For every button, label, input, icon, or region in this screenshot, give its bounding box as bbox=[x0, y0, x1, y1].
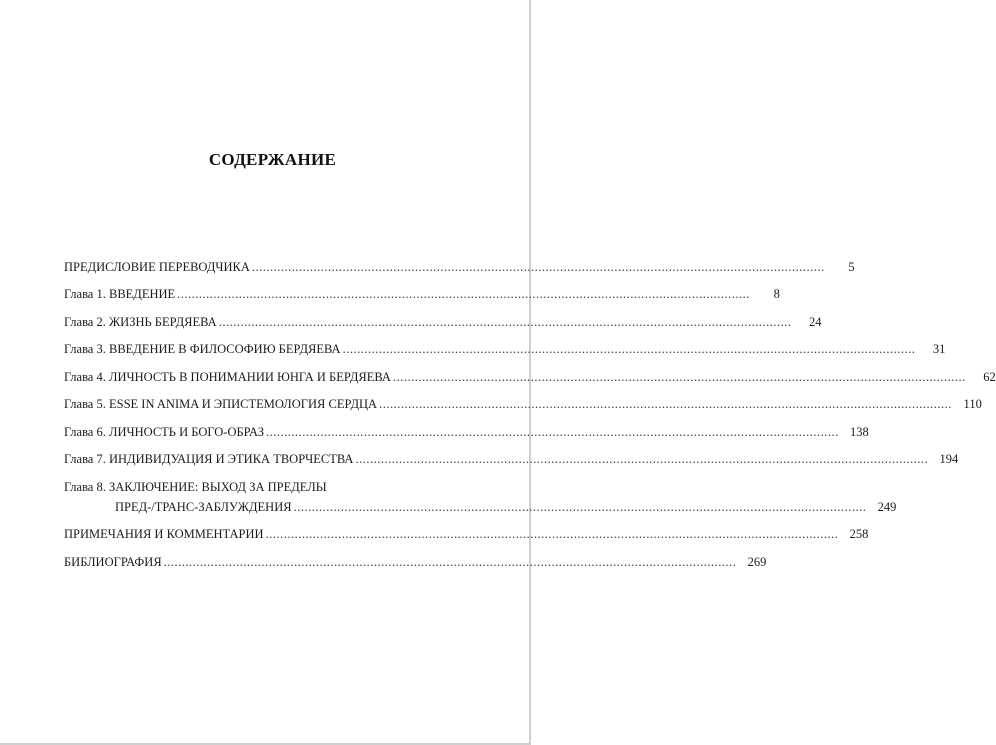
toc-entry-title: БИБЛИОГРАФИЯ bbox=[64, 554, 162, 569]
toc-chapter-number: Глава 2. bbox=[64, 314, 106, 329]
toc-entry-chapter-3[interactable] bbox=[64, 330, 946, 358]
dot-leader bbox=[343, 342, 916, 357]
toc-entry-chapter-2[interactable] bbox=[64, 302, 822, 330]
dot-leader bbox=[393, 370, 966, 385]
toc-chapter-number: Глава 1. bbox=[64, 287, 106, 301]
dot-leader bbox=[219, 315, 792, 330]
toc-entry-page: 194 bbox=[939, 452, 959, 466]
dot-leader bbox=[177, 287, 750, 302]
dot-leader bbox=[164, 555, 737, 570]
toc-entry-page: 8 bbox=[773, 287, 780, 301]
toc-entry-title: ИНДИВИДУАЦИЯ И ЭТИКА ТВОРЧЕСТВА bbox=[108, 452, 354, 466]
toc-entry-title: ПРИМЕЧАНИЯ И КОММЕНТАРИИ bbox=[64, 527, 264, 541]
toc-chapter-number: Глава 7. bbox=[64, 452, 106, 466]
toc-entry-title-continued: ПРЕД-/ТРАНС-ЗАБЛУЖДЕНИЯ bbox=[115, 499, 292, 514]
toc-entry-title: ЛИЧНОСТЬ В ПОНИМАНИИ ЮНГА И БЕРДЯЕВА bbox=[108, 369, 391, 384]
table-of-contents bbox=[64, 247, 996, 570]
toc-chapter-number: Глава 8. bbox=[64, 479, 106, 494]
toc-entry-page: 62 bbox=[983, 369, 996, 384]
toc-entry-title: ESSE IN ANIMA И ЭПИСТЕМОЛОГИЯ СЕРДЦА bbox=[108, 397, 378, 411]
dot-leader bbox=[266, 425, 839, 440]
toc-entry-chapter-5[interactable] bbox=[64, 385, 982, 413]
toc-entry-page: 5 bbox=[848, 259, 855, 274]
toc-entry-page: 110 bbox=[963, 397, 982, 411]
toc-chapter-number: Глава 4. bbox=[64, 369, 106, 384]
dot-leader bbox=[355, 452, 928, 467]
toc-entry-chapter-8[interactable] bbox=[64, 467, 897, 515]
toc-entry-title: ПРЕДИСЛОВИЕ ПЕРЕВОДЧИКА bbox=[64, 259, 250, 274]
toc-entry-preface[interactable] bbox=[64, 247, 855, 275]
toc-entry-page: 258 bbox=[849, 527, 869, 541]
dot-leader bbox=[266, 527, 839, 542]
toc-entry-page: 249 bbox=[877, 499, 897, 514]
toc-entry-title: ЖИЗНЬ БЕРДЯЕВА bbox=[108, 314, 217, 329]
toc-entry-title: ВВЕДЕНИЕ В ФИЛОСОФИЮ БЕРДЯЕВА bbox=[108, 342, 341, 356]
toc-entry-chapter-6[interactable] bbox=[64, 412, 869, 440]
toc-entry-page: 138 bbox=[850, 424, 869, 439]
toc-entry-page: 31 bbox=[932, 342, 946, 356]
toc-chapter-number: Глава 3. bbox=[64, 342, 106, 356]
toc-chapter-number: Глава 6. bbox=[64, 424, 106, 439]
toc-entry-chapter-1[interactable] bbox=[64, 275, 780, 303]
dot-leader bbox=[252, 260, 825, 275]
toc-entry-page: 24 bbox=[808, 314, 822, 329]
dot-leader bbox=[294, 500, 867, 515]
page-title: СОДЕРЖАНИЕ bbox=[208, 150, 337, 169]
toc-entry-title: ЛИЧНОСТЬ И БОГО-ОБРАЗ bbox=[108, 424, 265, 439]
toc-entry-title: ВВЕДЕНИЕ bbox=[108, 287, 176, 301]
toc-entry-title: ЗАКЛЮЧЕНИЕ: ВЫХОД ЗА ПРЕДЕЛЫ bbox=[108, 479, 327, 494]
toc-entry-bibliography[interactable] bbox=[64, 542, 767, 570]
toc-chapter-number: Глава 5. bbox=[64, 397, 106, 411]
dot-leader bbox=[379, 397, 952, 412]
toc-entry-chapter-4[interactable] bbox=[64, 357, 996, 385]
toc-entry-page: 269 bbox=[747, 554, 767, 569]
toc-entry-notes[interactable] bbox=[64, 515, 869, 543]
toc-entry-chapter-7[interactable] bbox=[64, 440, 959, 468]
